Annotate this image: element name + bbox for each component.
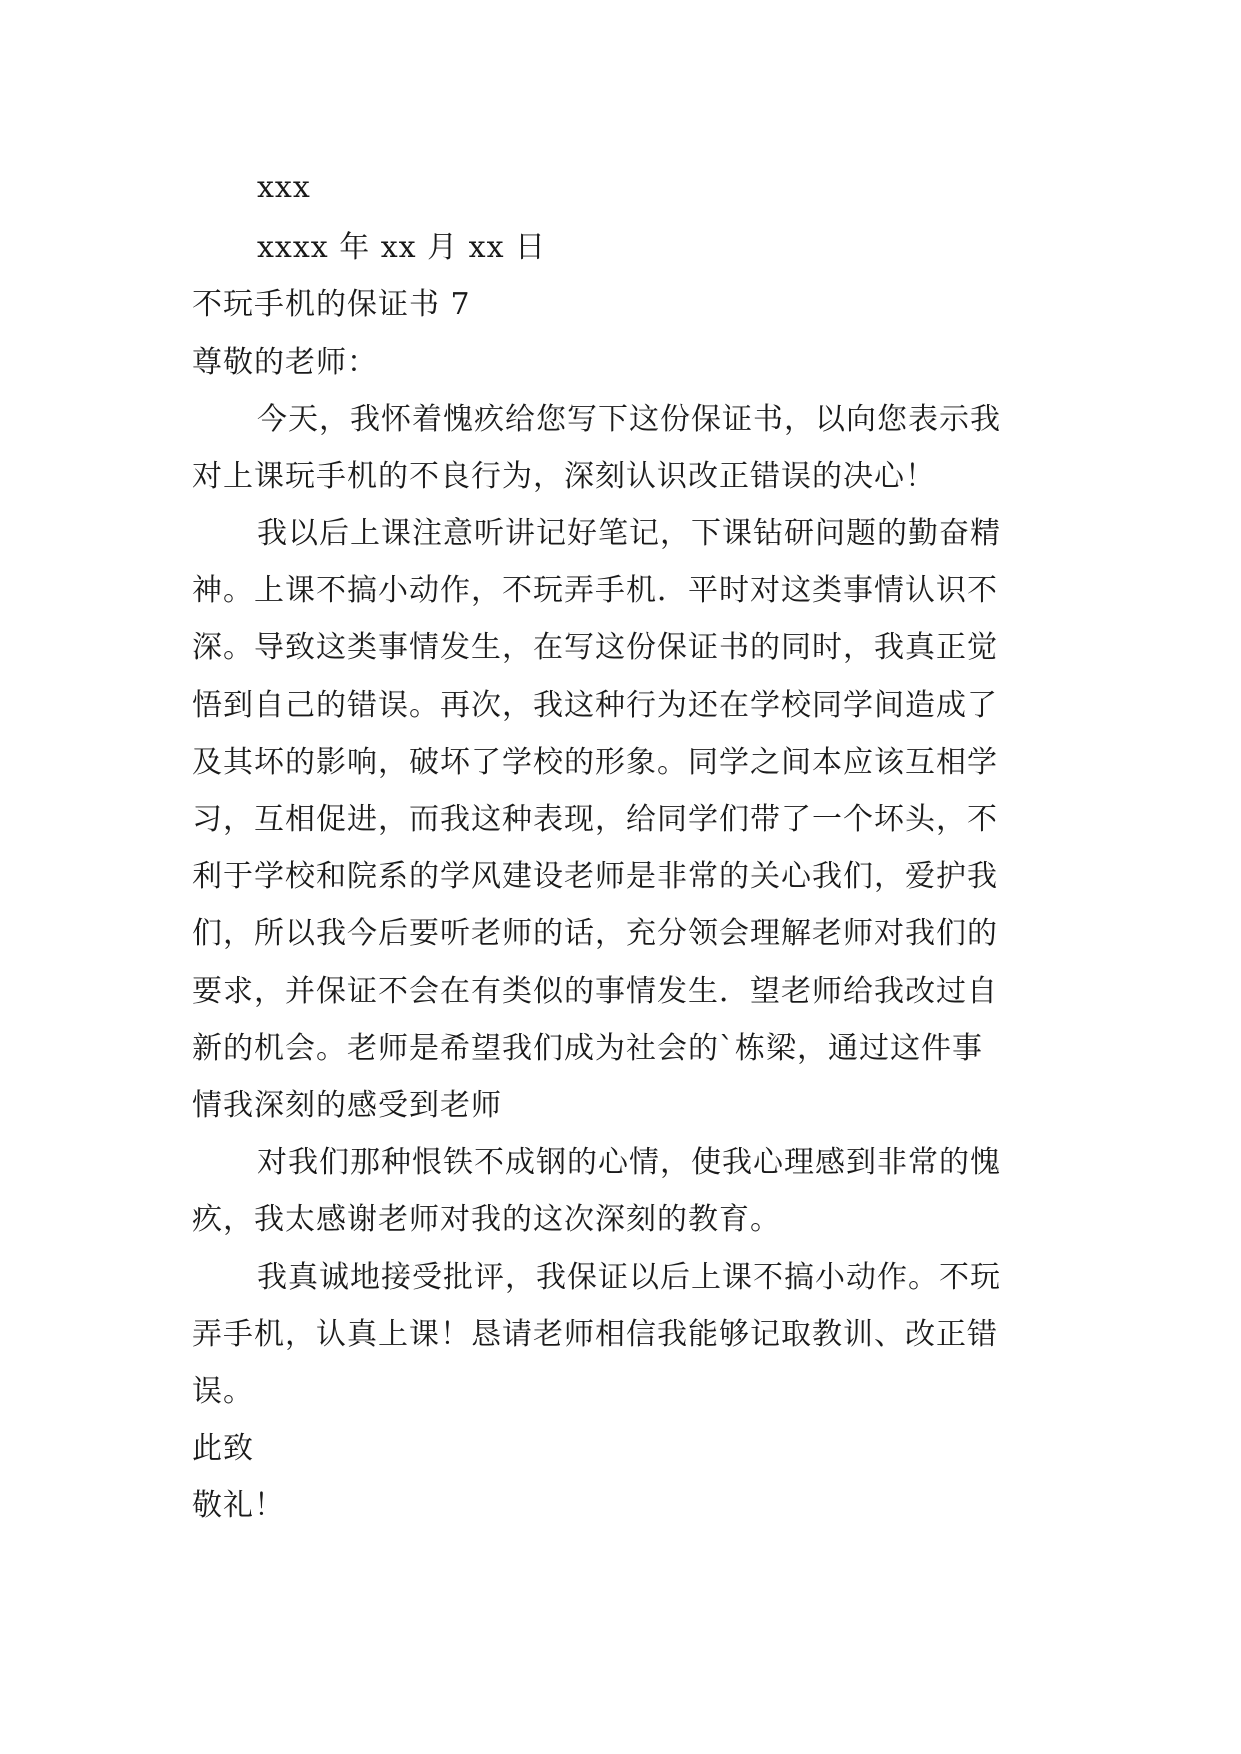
paragraph-line: 我以后上课注意听讲记好笔记，下课钻研问题的勤奋精	[257, 516, 1001, 551]
closing-line-1: 此致	[192, 1431, 254, 1466]
paragraph-line: 情我深刻的感受到老师	[192, 1088, 502, 1123]
paragraph-line: 神。上课不搞小动作，不玩弄手机．平时对这类事情认识不	[192, 573, 998, 608]
paragraph-line: 今天，我怀着愧疚给您写下这份保证书，以向您表示我	[257, 402, 1001, 437]
paragraph-line: 新的机会。老师是希望我们成为社会的`栋梁，通过这件事	[192, 1031, 983, 1066]
letter-salutation: 尊敬的老师：	[192, 345, 378, 380]
paragraph-line: 深。导致这类事情发生，在写这份保证书的同时，我真正觉	[192, 630, 998, 665]
paragraph-line: 利于学校和院系的学风建设老师是非常的关心我们，爱护我	[192, 859, 998, 894]
paragraph-line: 习，互相促进，而我这种表现，给同学们带了一个坏头，不	[192, 802, 998, 837]
paragraph-line: 弄手机，认真上课！恳请老师相信我能够记取教训、改正错	[192, 1317, 998, 1352]
paragraph-line: 误。	[192, 1374, 254, 1409]
signature-date: xxxx 年 xx 月 xx 日	[257, 230, 547, 265]
closing-line-2: 敬礼！	[192, 1488, 285, 1523]
signature-name: xxx	[257, 170, 311, 205]
paragraph-line: 悟到自己的错误。再次，我这种行为还在学校同学间造成了	[192, 688, 998, 723]
paragraph-line: 要求，并保证不会在有类似的事情发生．望老师给我改过自	[192, 974, 998, 1009]
paragraph-line: 我真诚地接受批评，我保证以后上课不搞小动作。不玩	[257, 1260, 1001, 1295]
paragraph-line: 对我们那种恨铁不成钢的心情，使我心理感到非常的愧	[257, 1145, 1001, 1180]
paragraph-line: 疚，我太感谢老师对我的这次深刻的教育。	[192, 1202, 781, 1237]
paragraph-line: 对上课玩手机的不良行为，深刻认识改正错误的决心！	[192, 459, 936, 494]
paragraph-line: 及其坏的影响，破坏了学校的形象。同学之间本应该互相学	[192, 745, 998, 780]
letter-title: 不玩手机的保证书 7	[192, 287, 471, 322]
paragraph-line: 们，所以我今后要听老师的话，充分领会理解老师对我们的	[192, 916, 998, 951]
